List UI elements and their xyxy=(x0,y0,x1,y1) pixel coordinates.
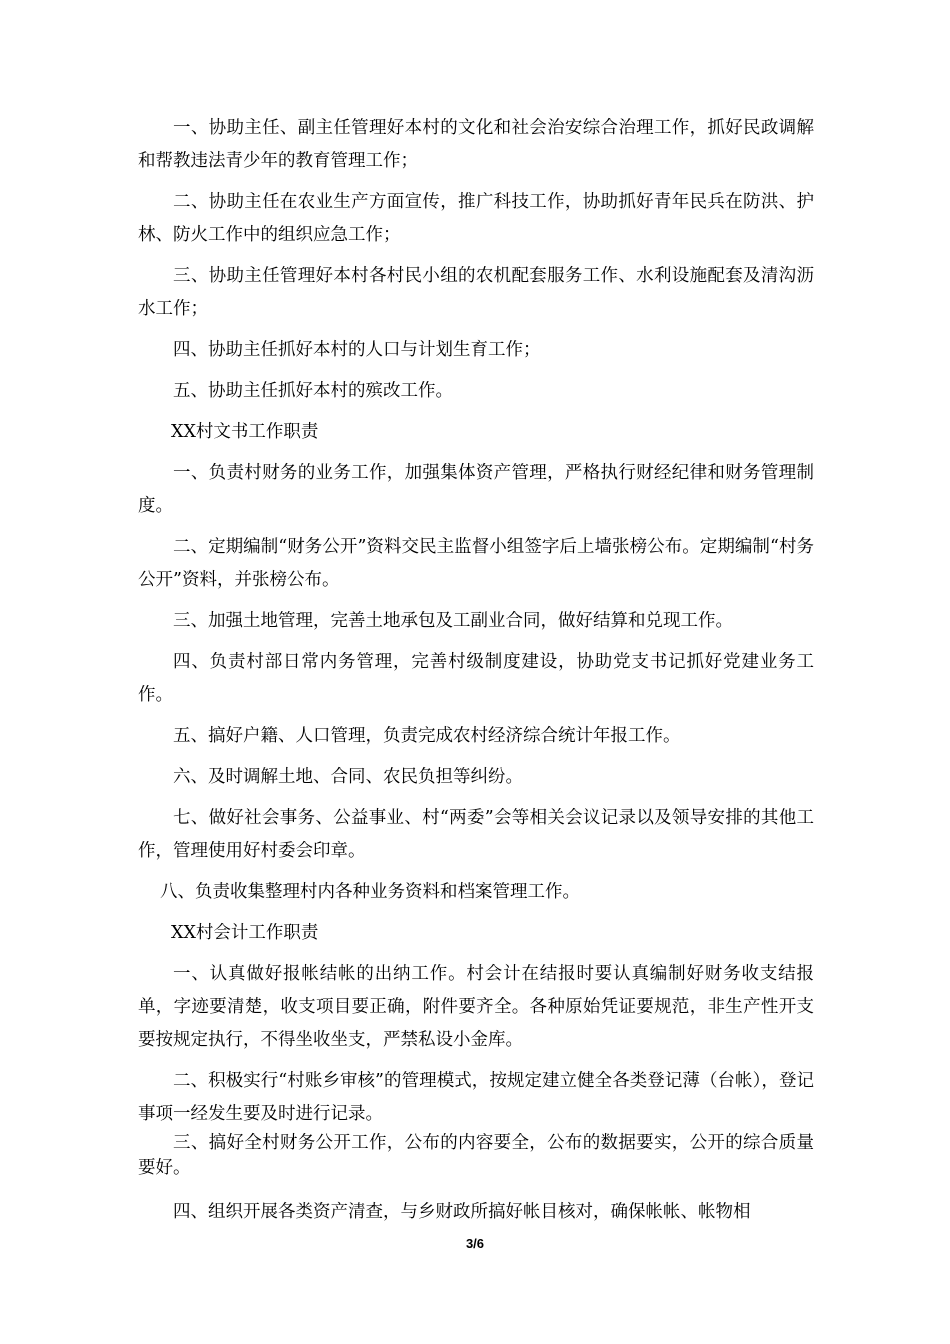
section-heading-accountant: XX村会计工作职责 xyxy=(171,923,319,943)
paragraph-7: 一、负责村财务的业务工作，加强集体资产管理，严格执行财经纪律和财务管理制度。 xyxy=(138,463,814,516)
paragraph-13: 七、做好社会事务、公益事业、村“两委”会等相关会议记录以及领导安排的其他工作，管理使用好村委会印章。 xyxy=(138,808,814,861)
paragraph-16: 一、认真做好报帐结帐的出纳工作。村会计在结报时要认真编制好财务收支结报单，字迹要清楚，收支项目要正确，附件要齐全。各种原始凭证要规范，非生产性开支要按规定执行，不得坐收坐支，严禁私设小金库。 xyxy=(138,964,814,1050)
section-heading-clerk: XX村文书工作职责 xyxy=(171,422,319,442)
paragraph-9: 三、加强土地管理，完善土地承包及工副业合同，做好结算和兑现工作。 xyxy=(173,611,733,631)
paragraph-17: 二、积极实行“村账乡审核”的管理模式，按规定建立健全各类登记薄（台帐），登记事项一经发生要及时进行记录。 xyxy=(138,1071,814,1124)
paragraph-3: 三、协助主任管理好本村各村民小组的农机配套服务工作、水利设施配套及清沟沥水工作； xyxy=(138,266,814,319)
paragraph-14: 八、负责收集整理村内各种业务资料和档案管理工作。 xyxy=(160,882,580,902)
paragraph-2: 二、协助主任在农业生产方面宣传，推广科技工作，协助抓好青年民兵在防洪、护林、防火工作中的组织应急工作； xyxy=(138,192,814,245)
paragraph-1: 一、协助主任、副主任管理好本村的文化和社会治安综合治理工作，抓好民政调解和帮教违法青少年的教育管理工作； xyxy=(138,118,814,171)
document-body xyxy=(138,112,814,1237)
paragraph-11: 五、搞好户籍、人口管理，负责完成农村经济综合统计年报工作。 xyxy=(173,726,681,746)
paragraph-5: 五、协助主任抓好本村的殡改工作。 xyxy=(173,381,453,401)
paragraph-12: 六、及时调解土地、合同、农民负担等纠纷。 xyxy=(173,767,523,787)
paragraph-4: 四、协助主任抓好本村的人口与计划生育工作； xyxy=(173,340,541,360)
paragraph-8: 二、定期编制“财务公开”资料交民主监督小组签字后上墙张榜公布。定期编制“村务公开”资料，并张榜公布。 xyxy=(138,537,814,590)
page-number: 3/6 xyxy=(465,1236,485,1251)
paragraph-18: 三、搞好全村财务公开工作，公布的内容要全，公布的数据要实，公开的综合质量要好。 xyxy=(138,1133,814,1178)
paragraph-10: 四、负责村部日常内务管理，完善村级制度建设，协助党支书记抓好党建业务工作。 xyxy=(138,652,814,705)
paragraph-19: 四、组织开展各类资产清查，与乡财政所搞好帐目核对，确保帐帐、帐物相 xyxy=(173,1202,751,1222)
